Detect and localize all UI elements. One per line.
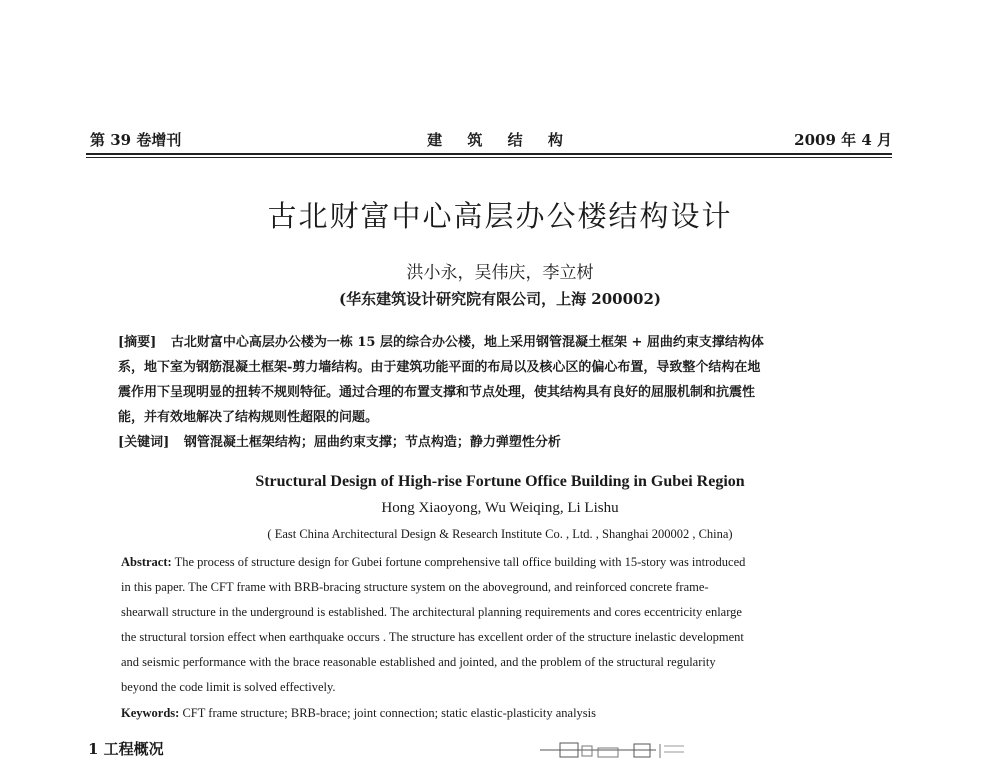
abstract-cn-text: 古北财富中心高层办公楼为一栋 15 层的综合办公楼，地上采用钢管混凝土框架 + 屈曲约束支撑结构体 <box>170 335 764 350</box>
paper-title-cn: 古北财富中心高层办公楼结构设计 <box>267 199 733 233</box>
abstract-en-line <box>121 555 745 570</box>
journal-volume: 第 39 卷增刊 <box>90 131 182 149</box>
abstract-en-line: the structural torsion effect when earthquake occurs . The structure has excellent order of the structure inelastic development <box>121 630 744 644</box>
abstract-cn-line: 震作用下呈现明显的扭转不规则特征。通过合理的布置支撑和节点处理，使其结构具有良好的屈服机制和抗震性 <box>118 385 756 400</box>
figure-fragment <box>538 740 688 759</box>
authors-cn: 洪小永，吴伟庆，李立树 <box>406 263 594 283</box>
abstract-cn-label: [摘要] <box>118 335 157 350</box>
journal-name: 建 筑 结 构 <box>427 131 573 149</box>
abstract-cn-line: 能，并有效地解决了结构规则性超限的问题。 <box>118 410 379 425</box>
abstract-en-text: The process of structure design for Gubei fortune comprehensive tall office building with 15-story was introduced <box>174 555 746 569</box>
abstract-en-line: and seismic performance with the brace reasonable established and jointed, and the problem of the structural regularity <box>121 655 716 669</box>
keywords-en-text: CFT frame structure; BRB-brace; joint connection; static elastic-plasticity analysis <box>182 706 597 720</box>
paper-title-en: Structural Design of High-rise Fortune Office Building in Gubei Region <box>255 473 745 490</box>
keywords-cn-text: 钢管混凝土框架结构；屈曲约束支撑；节点构造；静力弹塑性分析 <box>183 435 561 450</box>
header-rule-thin <box>86 157 892 158</box>
header-rule-thick <box>86 153 892 155</box>
abstract-en-line: beyond the code limit is solved effectively. <box>121 680 336 694</box>
abstract-en-line: shearwall structure in the underground is established. The architectural planning requirements and cores eccentricity enlarge <box>121 605 742 619</box>
abstract-cn-line: 系，地下室为钢筋混凝土框架-剪力墙结构。由于建筑功能平面的布局以及核心区的偏心布置，导致整个结构在地 <box>118 360 761 375</box>
keywords-en-label: Keywords: <box>121 706 180 720</box>
keywords-en <box>121 706 596 721</box>
affiliation-en: ( East China Architectural Design & Research Institute Co. , Ltd. , Shanghai 200002 , China) <box>267 527 733 541</box>
abstract-en-label: Abstract: <box>121 555 172 569</box>
abstract-en-line: in this paper. The CFT frame with BRB-bracing structure system on the aboveground, and reinforced concrete frame- <box>121 580 709 594</box>
section-heading: 1 工程概况 <box>88 740 164 758</box>
publication-date: 2009 年 4 月 <box>794 131 892 149</box>
abstract-cn-line <box>118 331 878 350</box>
affiliation-cn: (华东建筑设计研究院有限公司，上海 200002) <box>338 290 662 308</box>
authors-en: Hong Xiaoyong, Wu Weiqing, Li Lishu <box>381 500 619 516</box>
keywords-cn-label: [关键词] <box>118 435 170 450</box>
keywords-cn <box>118 431 878 450</box>
